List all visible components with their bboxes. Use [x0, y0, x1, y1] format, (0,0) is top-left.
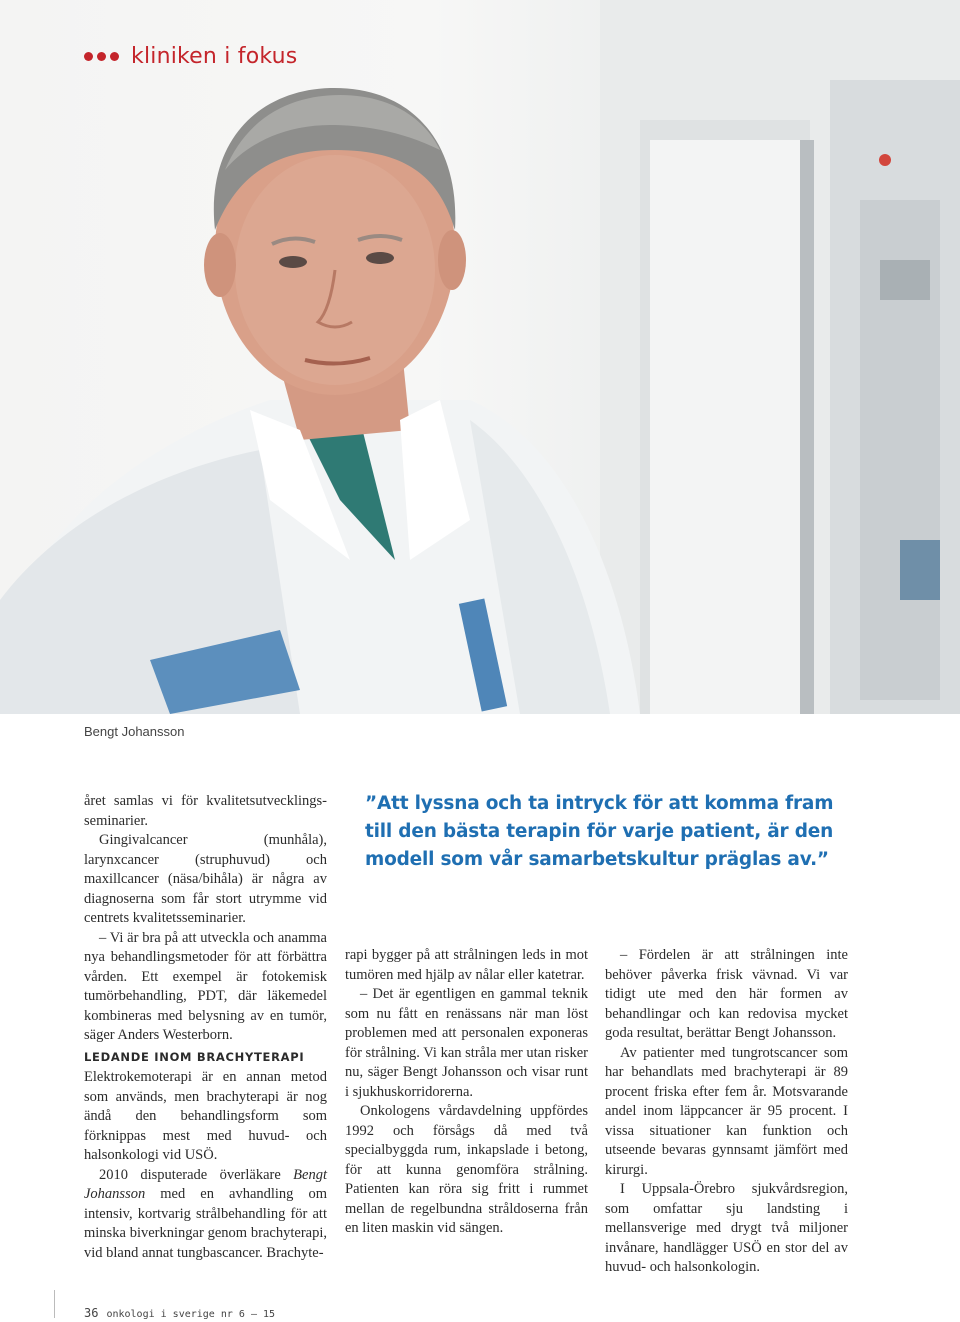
text-run: 2010 disputerade överläkare: [99, 1166, 294, 1183]
page-number: 36: [84, 1306, 99, 1320]
text-column-3: [605, 946, 848, 1278]
paragraph: året samlas vi för kvalitetsutvecklings-seminarier.: [84, 793, 327, 829]
paragraph: Onkologens vårdavdelning uppfördes 1992 och försågs då med två specialbyggda rum, inkapslade i betong, för att kunna genomföra strålning. Patienten kan röra sig fritt i rummet mellan de regelbundna stråldoserna från en liten maskin vid sängen.: [345, 1103, 588, 1236]
paragraph: I Uppsala-Örebro sjukvårdsregion, som omfattar sju landsting i mellansverige med drygt två miljoner invånare, handlägger USÖ en stor del av huvud- och halsonkologin.: [605, 1181, 848, 1275]
paragraph: – Vi är bra på att utveckla och anamma nya behandlingsmetoder för att förbättra vården. Ett exempel är fotokemisk tumörbehandling, PDT, där läkemedel kombineras med belysning av en tumör, säger Anders Westerborn.: [84, 929, 327, 1043]
subheading: LEDANDE INOM BRACHYTERAPI: [84, 1049, 305, 1064]
paragraph: – Det är egentligen en gammal teknik som nu fått en renässans när man löst problemen med att personalen exponeras för strålning. Vi kan stråla mer utan risker nu, säger Bengt Johansson och visar runt i sjukhuskorridorerna.: [345, 986, 588, 1100]
paragraph: rapi bygger på att strålningen leds in mot tumören med hjälp av nålar eller katetrar.: [345, 947, 588, 983]
text-column-1: [84, 792, 327, 1263]
paragraph: Elektrokemoterapi är en annan metod som används, men brachyterapi är nog ändå den behandlingsform som förknippas mest med huvud- och halsonkologi vid USÖ.: [84, 1069, 327, 1163]
publication-name: onkologi i sverige nr 6 – 15: [106, 1309, 276, 1320]
header-dots-icon: [84, 52, 119, 61]
person-name: Bengt Johansson: [84, 1166, 327, 1202]
paragraph: – Fördelen är att strålningen inte behöver påverka frisk vävnad. Vi var tidigt ute med den här formen av behandlingar och kan redovisa mycket goda resultat, berättar Bengt Johansson.: [605, 947, 848, 1041]
footer-rule: [54, 1290, 55, 1318]
text-run: med en avhandling om intensiv, kortvarig strålbehandling för att minska biverkningar genom brachyterapi, vid bland annat tungbascancer. Brachyte-: [84, 1186, 327, 1261]
text-column-2: [345, 946, 588, 1239]
photo-caption: Bengt Johansson: [84, 724, 185, 739]
section-title: kliniken i fokus: [131, 43, 298, 69]
paragraph: Gingivalcancer (munhåla), larynxcancer (struphuvud) och maxillcancer (näsa/bihåla) är några av diagnoserna som får stort utrymme vid centrets kvalitetsseminarier.: [84, 832, 327, 926]
section-header: [84, 40, 297, 72]
page-footer: [84, 1306, 275, 1320]
pull-quote: ”Att lyssna och ta intryck för att komma fram till den bästa terapin för varje patient, är den modell som vår samarbetskultur präglas av.”: [365, 793, 834, 870]
paragraph: [84, 1166, 327, 1264]
paragraph: Av patienter med tungrotscancer som har behandlats med brachyterapi är 89 procent friska efter fem år. Motsvarande andel inom läppcancer är 95 procent. I vissa situationer kan funktion och utseende bevaras gynnsamt jämfört med kirurgi.: [605, 1044, 848, 1178]
